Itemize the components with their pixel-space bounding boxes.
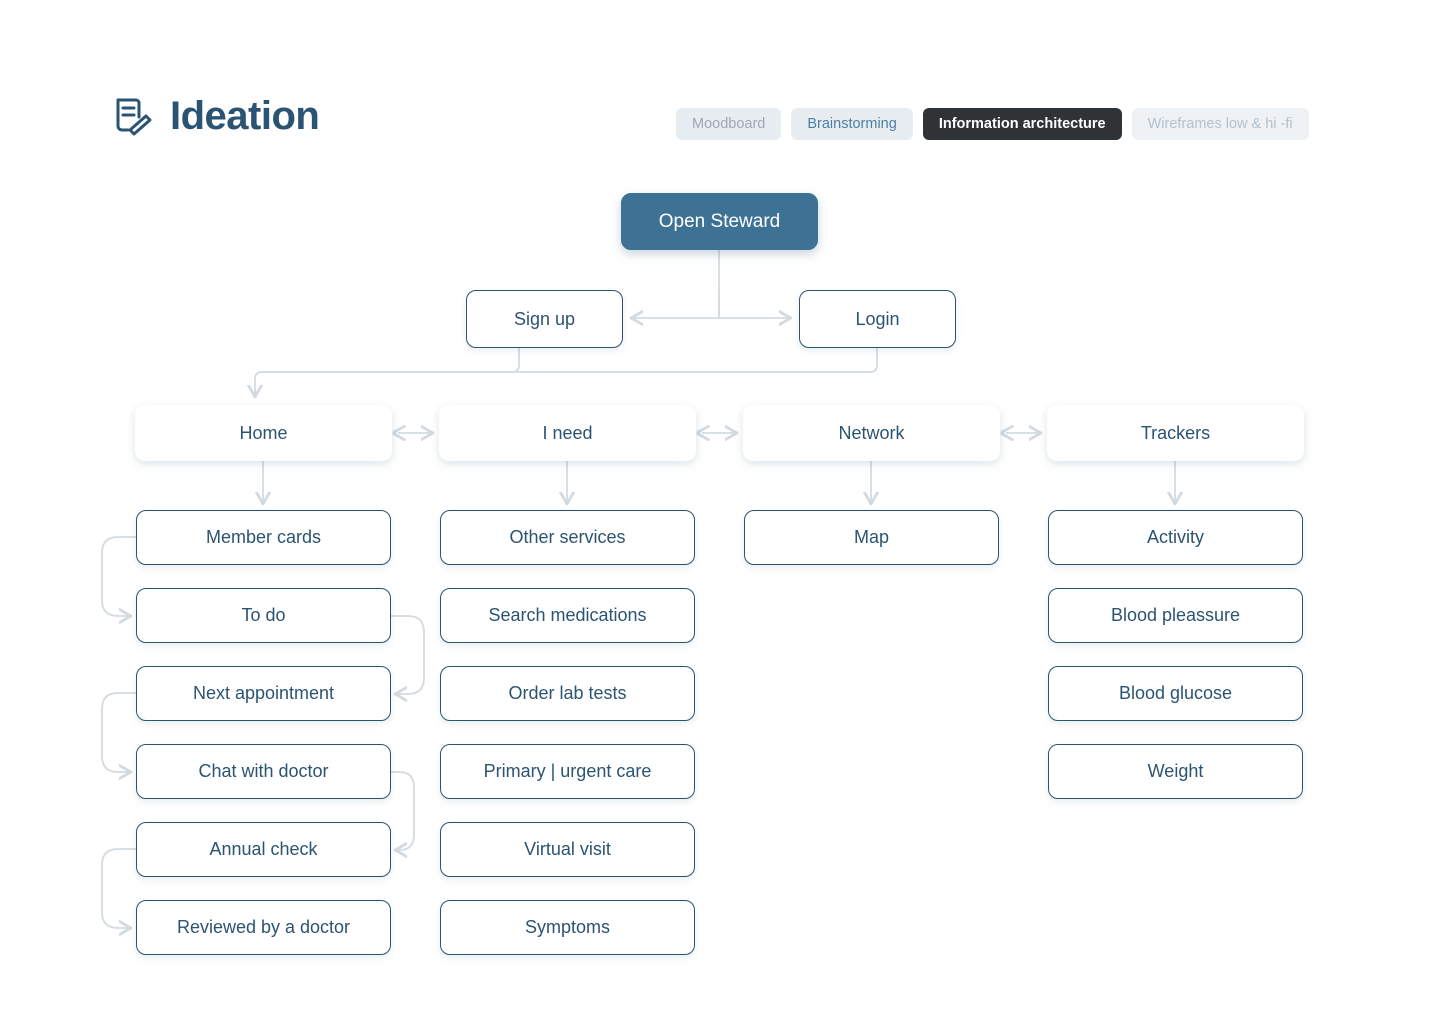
node-search-medications[interactable] [440, 588, 695, 643]
node-chat-with-doctor[interactable] [136, 744, 391, 799]
tab-label: Brainstorming [807, 116, 897, 132]
node-reviewed-by-a-doctor[interactable] [136, 900, 391, 955]
node-open-steward[interactable] [621, 193, 818, 250]
node-trackers[interactable] [1047, 405, 1304, 461]
node-virtual-visit[interactable] [440, 822, 695, 877]
node-label: Virtual visit [524, 839, 611, 859]
node-label: Chat with doctor [198, 761, 329, 781]
node-label: I need [542, 422, 593, 443]
node-home[interactable] [135, 405, 392, 461]
node-activity[interactable] [1048, 510, 1303, 565]
node-label: Blood pleassure [1110, 605, 1241, 625]
node-primary-urgent-care[interactable] [440, 744, 695, 799]
node-label: Sign up [513, 308, 576, 329]
tab-label: Information architecture [938, 116, 1106, 132]
node-label: Trackers [1140, 422, 1211, 443]
node-next-appointment[interactable] [136, 666, 391, 721]
node-label: Member cards [205, 527, 322, 547]
node-other-services[interactable] [440, 510, 695, 565]
node-map[interactable] [744, 510, 999, 565]
node-label: Home [239, 422, 288, 443]
node-label: Annual check [209, 839, 318, 859]
tab-label: Moodboard [692, 116, 766, 132]
node-login[interactable] [799, 290, 956, 348]
node-label: Primary | urgent care [483, 761, 652, 781]
node-network[interactable] [743, 405, 1000, 461]
node-label: Search medications [488, 605, 647, 625]
node-label: Weight [1147, 761, 1204, 781]
node-label: Order lab tests [508, 683, 627, 703]
node-blood-pleassure[interactable] [1048, 588, 1303, 643]
node-weight[interactable] [1048, 744, 1303, 799]
node-order-lab-tests[interactable] [440, 666, 695, 721]
tab-label: Wireframes low & hi -fi [1147, 116, 1293, 132]
node-i-need[interactable] [439, 405, 696, 461]
node-annual-check[interactable] [136, 822, 391, 877]
node-label: Reviewed by a doctor [176, 917, 351, 937]
node-symptoms[interactable] [440, 900, 695, 955]
node-label: Open Steward [658, 210, 781, 232]
node-blood-glucose[interactable] [1048, 666, 1303, 721]
node-label: Blood glucose [1118, 683, 1233, 703]
node-label: Other services [509, 527, 626, 547]
node-label: Activity [1146, 527, 1204, 547]
node-label: Map [853, 527, 889, 547]
node-label: To do [241, 605, 286, 625]
page-title: Ideation [170, 94, 320, 138]
node-label: Symptoms [524, 917, 611, 937]
node-member-cards[interactable] [136, 510, 391, 565]
node-label: Login [855, 308, 900, 329]
node-sign-up[interactable] [466, 290, 623, 348]
node-label: Network [838, 422, 905, 443]
node-label: Next appointment [192, 683, 335, 703]
node-to-do[interactable] [136, 588, 391, 643]
